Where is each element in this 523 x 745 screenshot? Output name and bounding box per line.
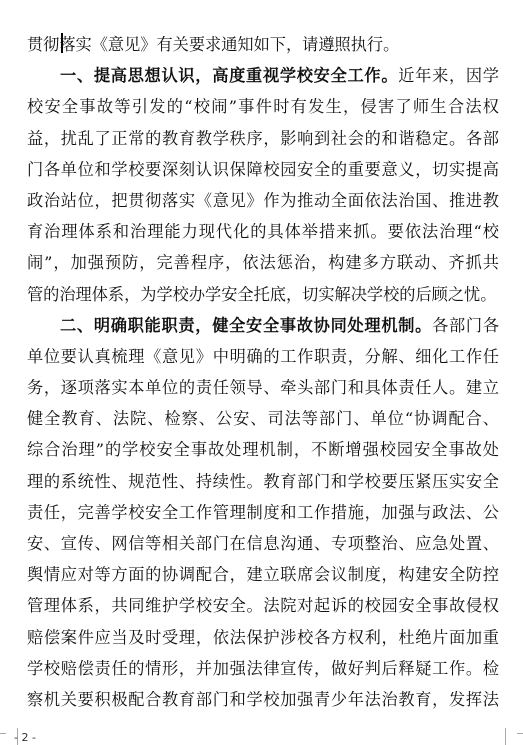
section-1-text: 近年来，因学	[398, 66, 499, 86]
text-line: 单位要认真梳理《意见》中明确的工作职责，分解、细化工作任	[27, 346, 499, 366]
text-line: 贯彻落实《意见》有关要求通知如下，请遵照执行。	[27, 35, 400, 54]
text-line: 管理体系，共同维护学校安全。法院对起诉的校园安全事故侵权	[27, 596, 499, 616]
text-line: 健全教育、法院、检察、公安、司法等部门、单位“协调配合、	[27, 409, 499, 429]
text-line: 综合治理”的学校安全事故处理机制，不断增强校园安全事故处	[27, 440, 499, 460]
text-line: 政治站位，把贯彻落实《意见》作为推动全面依法治国、推进教	[27, 190, 499, 210]
text-line: 理的系统性、规范性、持续性。教育部门和学校要压紧压实安全	[27, 471, 499, 491]
section-1-heading: 一、提高思想认识，高度重视学校安全工作。	[60, 66, 399, 86]
section-2-heading: 二、明确职能职责，健全安全事故协同处理机制。	[60, 315, 433, 335]
text-line: 益，扰乱了正常的教育教学秩序，影响到社会的和谐稳定。各部	[27, 128, 499, 148]
crop-mark-bottom-right-horizontal	[517, 733, 523, 734]
document-body[interactable]	[27, 29, 499, 715]
text-line: 舆情应对等方面的协调配合，建立联席会议制度，构建安全防控	[27, 565, 499, 585]
text-line: 务，逐项落实本单位的责任领导、牵头部门和具体责任人。建立	[27, 378, 499, 398]
text-line: 育治理体系和治理能力现代化的具体举措来抓。要依法治理“校	[27, 222, 499, 242]
section-2-first-line	[27, 310, 499, 341]
text-line: 责任，完善学校安全工作管理制度和工作措施，加强与政法、公	[27, 502, 499, 522]
text-line: 学校赔偿责任的情形，并加强法律宣传，做好判后释疑工作。检	[27, 658, 499, 678]
text-line: 察机关要积极配合教育部门和学校加强青少年法治教育，发挥法	[27, 689, 499, 709]
crop-mark-bottom-right	[505, 728, 518, 745]
text-line: 赔偿案件应当及时受理，依法保护涉校各方权利，杜绝片面加重	[27, 627, 499, 647]
text-line: 管的治理体系，为学校办学安全托底，切实解决学校的后顾之忧。	[27, 284, 497, 304]
text-line: 校安全事故等引发的“校闹”事件时有发生，侵害了师生合法权	[27, 97, 499, 117]
section-2-text: 各部门各	[432, 315, 499, 335]
text-line: 安、宣传、网信等相关部门在信息沟通、专项整治、应急处置、	[27, 534, 499, 553]
crop-mark-bottom-left-horizontal	[0, 733, 6, 734]
page-number: - 2 -	[14, 731, 36, 744]
section-1-first-line	[27, 60, 499, 91]
text-line: 闹”，加强预防，完善程序，依法惩治，构建多方联动、齐抓共	[27, 253, 499, 273]
text-line: 门各单位和学校要深刻认识保障校园安全的重要意义，切实提高	[27, 159, 499, 179]
